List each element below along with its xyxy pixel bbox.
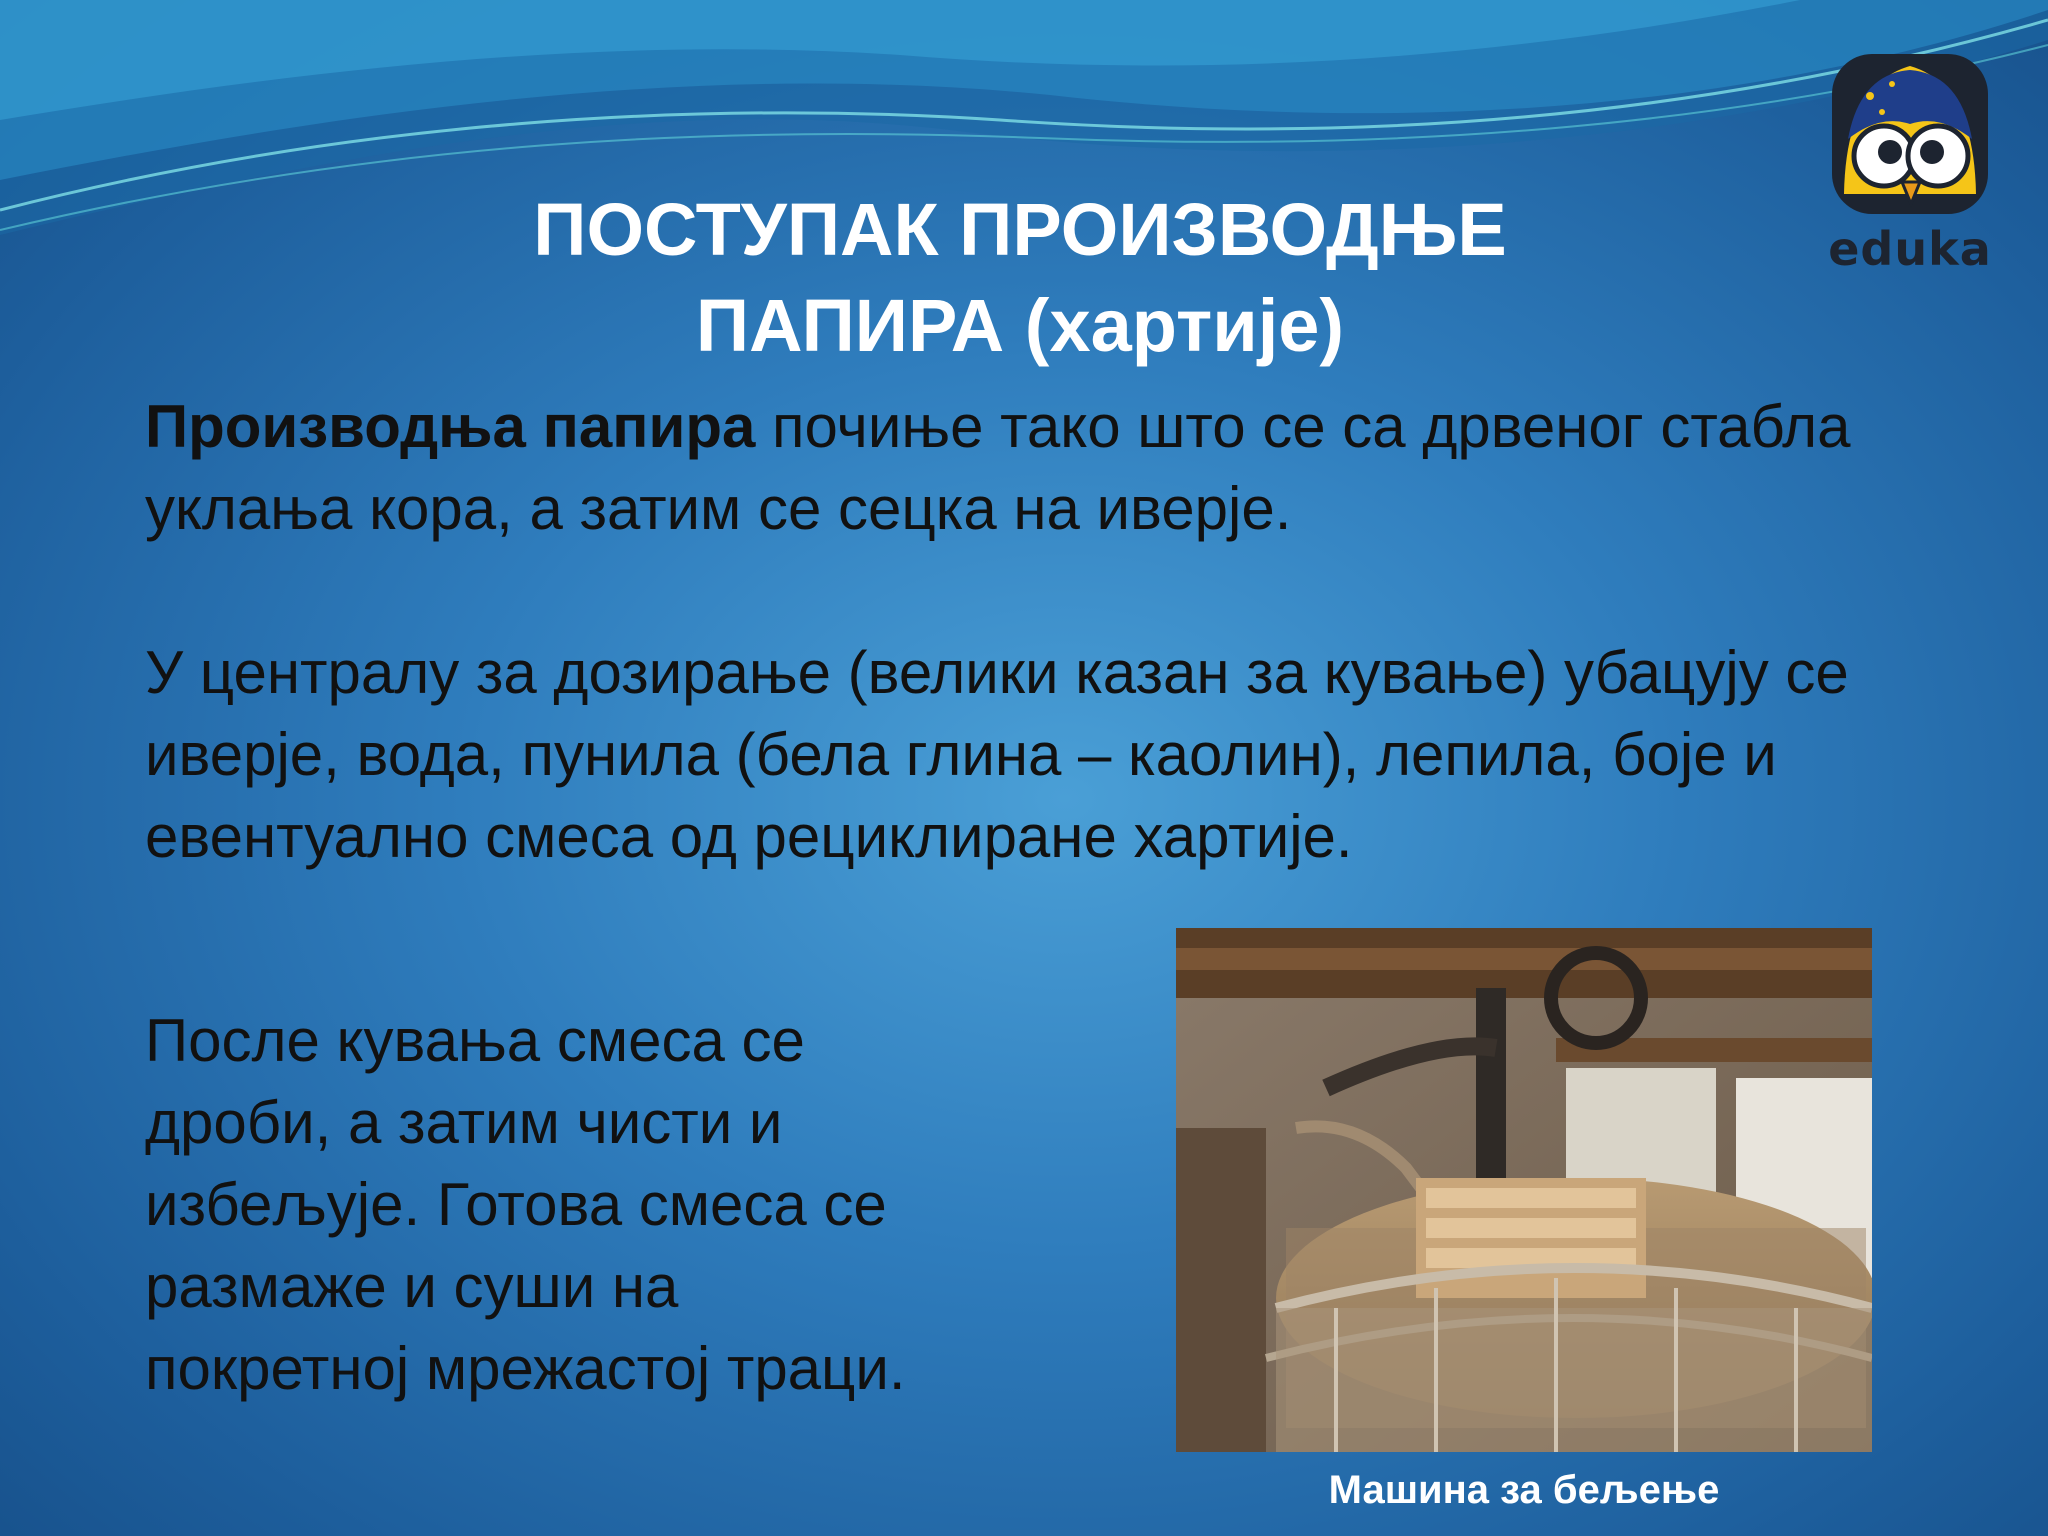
title-line-2: ПАПИРА (хартије) — [695, 284, 1345, 367]
image-caption: Машина за бељење — [1328, 1468, 1720, 1512]
paragraph-bleaching: После кувања смеса се дроби, а затим чисти и избељује. Готова смеса се размаже и суши на покретној мрежастој траци. — [145, 1007, 906, 1402]
paragraph-bark-removal — [145, 386, 1905, 550]
owl-icon — [1820, 44, 2000, 224]
title-line-1: ПОСТУПАК ПРОИЗВОДЊЕ — [533, 188, 1507, 271]
paragraph-bold-lead: Производња папира — [145, 393, 756, 460]
slide-title — [330, 182, 1710, 374]
bleaching-machine-photo — [1176, 928, 1872, 1452]
logo-text: eduka — [1828, 222, 1992, 276]
paragraph-1-text: почиње тако што се са дрвеног стабла уклања кора, а затим се сецка на иверје. — [145, 393, 1851, 542]
eduka-logo — [1820, 44, 2000, 284]
paragraph-dosing: У централу за дозирање (велики казан за кување) убацују се иверје, вода, пунила (бела глина – каолин), лепила, боје и евентуално смеса од рециклиране хартије. — [145, 639, 1849, 870]
